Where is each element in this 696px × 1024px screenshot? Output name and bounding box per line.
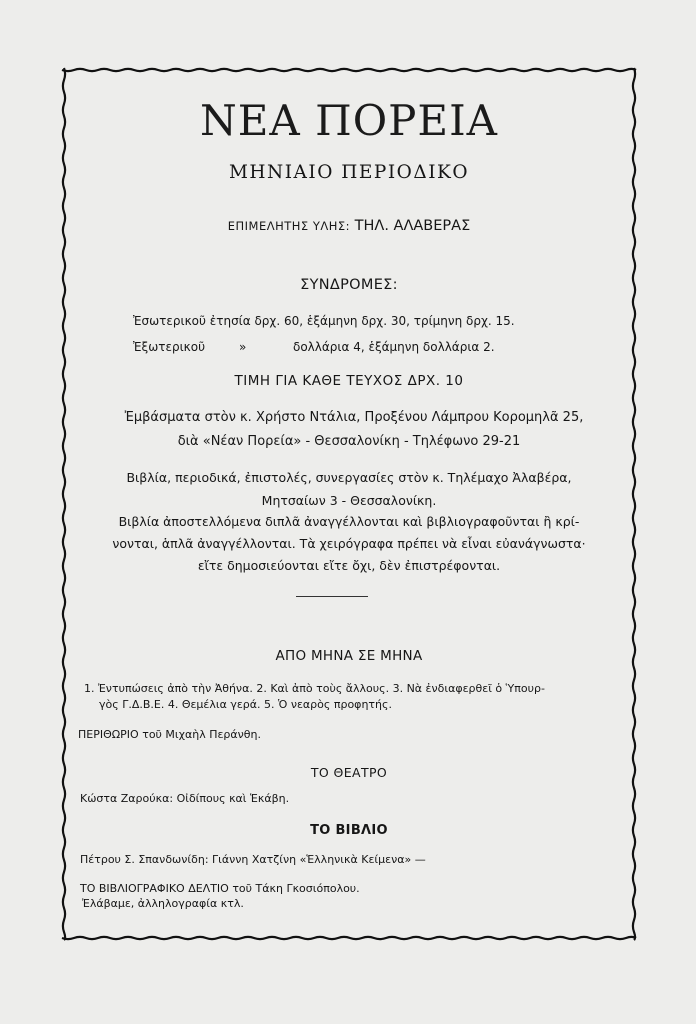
- subscriptions-heading: ΣΥΝΔΡΟΜΕΣ:: [300, 277, 398, 293]
- theatre-heading: ΤΟ ΘΕΑΤΡΟ: [310, 765, 388, 780]
- correspondence-line-4: νονται, ἁπλᾶ ἀναγγέλλονται. Τὰ χειρόγραφα πρέπει νὰ εἶναι εὐανάγνωστα·: [112, 536, 586, 551]
- foreign-text: δολλάρια 4, ἑξάμηνη δολλάρια 2.: [293, 340, 495, 354]
- payments-line-1: Ἐμβάσματα στὸν κ. Χρήστο Ντάλια, Προξένου Λάμπρου Κορομηλᾶ 25,: [124, 410, 584, 425]
- book-entry: Πέτρου Σ. Σπανδωνίδη: Γιάννη Χατζίνη «Ἑλληνικὰ Κείμενα» —: [80, 853, 426, 866]
- book-heading: ΤΟ ΒΙΒΛΙΟ: [310, 823, 388, 838]
- perithorio-entry: ΠΕΡΙΘΩΡΙΟ τοῦ Μιχαὴλ Περάνθη.: [78, 728, 261, 741]
- month-items-line-2: γὸς Γ.Δ.Β.Ε. 4. Θεμέλια γερά. 5. Ὁ νεαρὸς προφητής.: [99, 698, 392, 711]
- domestic-subscription: Ἐσωτερικοῦ ἐτησία δρχ. 60, ἑξάμηνη δρχ. 30, τρίμηνη δρχ. 15.: [133, 314, 515, 328]
- correspondence-line-3: Βιβλία ἀποστελλόμενα διπλᾶ ἀναγγέλλονται καὶ βιβλιογραφοῦνται ἢ κρί-: [118, 514, 580, 529]
- correspondence-line-2: Μητσαίων 3 - Θεσσαλονίκη.: [261, 493, 437, 508]
- correspondence-line-1: Βιβλία, περιοδικά, ἐπιστολές, συνεργασίες στὸν κ. Τηλέμαχο Ἀλαβέρα,: [126, 470, 572, 485]
- month-items-line-1: 1. Ἐντυπώσεις ἀπὸ τὴν Ἀθήνα. 2. Καὶ ἀπὸ τοὺς ἄλλους. 3. Νὰ ἐνδιαφερθεῖ ὁ Ὑπουρ-: [84, 682, 545, 695]
- bibliographic-bulletin-line-2: Ἐλάβαμε, ἀλληλογραφία κτλ.: [82, 897, 244, 910]
- issue-price: ΤΙΜΗ ΓΙΑ ΚΑΘΕ ΤΕΥΧΟΣ ΔΡΧ. 10: [234, 373, 464, 389]
- editor-credit: [60, 218, 638, 234]
- foreign-subscription: [133, 340, 495, 354]
- theatre-entry: Κώστα Ζαρούκα: Οἰδίπους καὶ Ἑκάβη.: [80, 792, 290, 805]
- editor-label: ΕΠΙΜΕΛΗΤΗΣ ΥΛΗΣ:: [227, 219, 351, 233]
- foreign-label: Ἐξωτερικοῦ: [133, 340, 206, 354]
- ditto-mark: »: [239, 340, 247, 354]
- bibliographic-bulletin-line-1: ΤΟ ΒΙΒΛΙΟΓΡΑΦΙΚΟ ΔΕΛΤΙΟ τοῦ Τάκη Γκοσιόπολου.: [80, 882, 360, 895]
- section-divider: [296, 596, 368, 597]
- correspondence-line-5: εἴτε δημοσιεύονται εἴτε ὄχι, δὲν ἐπιστρέφονται.: [197, 558, 501, 573]
- payments-line-2: διὰ «Νέαν Πορεία» - Θεσσαλονίκη - Τηλέφωνο 29-21: [177, 434, 521, 449]
- editor-name: ΤΗΛ. ΑΛΑΒΕΡΑΣ: [354, 218, 471, 234]
- magazine-subtitle: ΜΗΝΙΑΙΟ ΠΕΡΙΟΔΙΚΟ: [228, 162, 469, 183]
- magazine-title: ΝΕΑ ΠΟΡΕΙΑ: [200, 96, 498, 145]
- month-to-month-heading: ΑΠΟ ΜΗΝΑ ΣΕ ΜΗΝΑ: [275, 648, 423, 664]
